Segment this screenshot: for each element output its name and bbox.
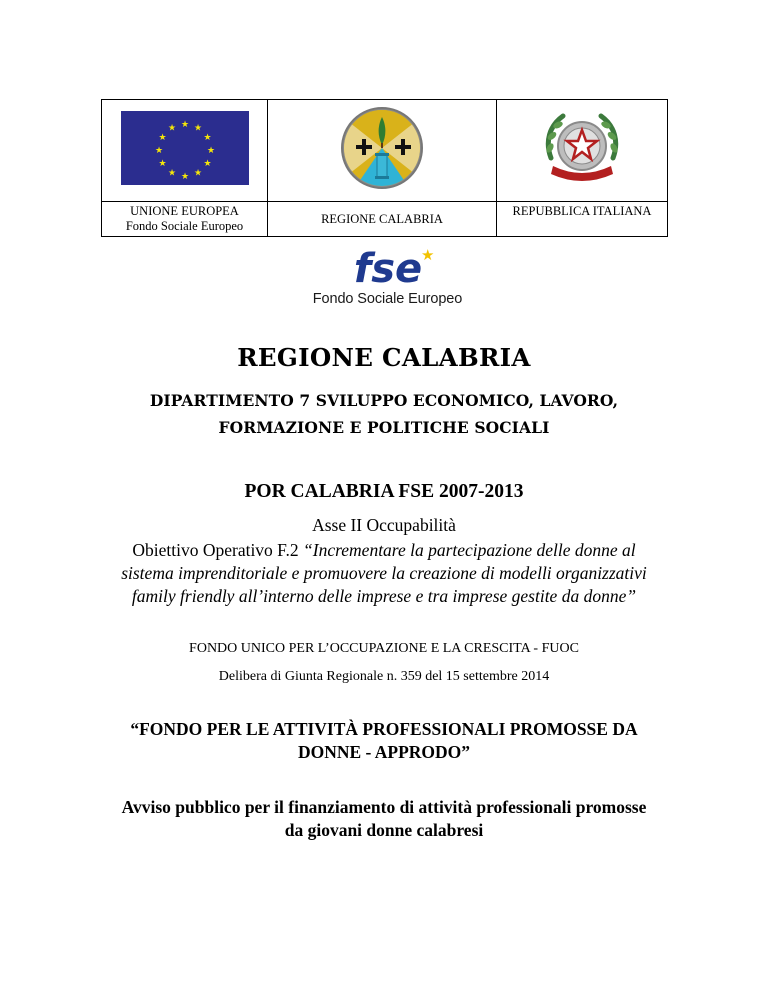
eu-label-cell — [102, 202, 268, 237]
fund-title-line1: “FONDO PER LE ATTIVITÀ PROFESSIONALI PROMOSSE DA — [130, 719, 638, 739]
calabria-label-cell — [268, 202, 497, 237]
notice-line1: Avviso pubblico per il finanziamento di attività professionali promosse — [121, 797, 647, 817]
fse-caption: Fondo Sociale Europeo — [312, 291, 463, 307]
logo-table — [101, 99, 668, 237]
eu-label-line2: Fondo Sociale Europeo — [125, 219, 244, 233]
fund-line: FONDO UNICO PER L’OCCUPAZIONE E LA CRESCITA - FUOC — [189, 641, 579, 656]
fse-mark: fse — [353, 246, 423, 290]
fund-title-line2: DONNE - APPRODO” — [297, 742, 471, 762]
resolution-line: Delibera di Giunta Regionale n. 359 del 15 settembre 2014 — [218, 669, 550, 684]
italian-republic-emblem-icon — [539, 108, 625, 193]
svg-text:★: ★ — [167, 123, 176, 134]
objective-line1-italic: “Incrementare la partecipazione delle donne al — [303, 540, 636, 560]
svg-text:★: ★ — [202, 133, 212, 143]
objective-prefix: Obiettivo Operativo F.2 — [132, 540, 304, 560]
label-row — [102, 202, 668, 237]
svg-text:★: ★ — [180, 120, 189, 130]
axis-line: Asse II Occupabilità — [312, 515, 456, 535]
italia-label: REPUBBLICA ITALIANA — [512, 204, 652, 218]
objective-line3: family friendly all’interno delle imprese e tra imprese gestite da donne” — [131, 586, 637, 606]
calabria-logo-cell — [268, 100, 497, 202]
department-line1: DIPARTIMENTO 7 SVILUPPO ECONOMICO, LAVORO, — [149, 391, 619, 410]
objective-line1 — [0, 540, 768, 561]
svg-text:★: ★ — [193, 168, 202, 179]
logo-row — [102, 100, 668, 202]
italia-label-cell — [497, 202, 668, 237]
svg-text:★: ★ — [202, 159, 212, 169]
notice-line2: da giovani donne calabresi — [284, 820, 484, 840]
svg-text:★: ★ — [180, 172, 189, 182]
italia-logo-cell — [497, 100, 668, 202]
svg-text:★: ★ — [157, 133, 167, 143]
program-title: POR CALABRIA FSE 2007-2013 — [244, 481, 524, 502]
svg-text:★: ★ — [206, 146, 215, 156]
department-line2: FORMAZIONE E POLITICHE SOCIALI — [218, 418, 550, 437]
eu-flag-icon — [121, 111, 249, 190]
fse-wordmark-icon — [300, 244, 475, 290]
eu-label-line1: UNIONE EUROPEA — [130, 204, 239, 218]
calabria-emblem-icon — [340, 105, 424, 196]
objective-line2: sistema imprenditoriale e promuovere la creazione di modelli organizzativi — [121, 563, 647, 583]
calabria-label: REGIONE CALABRIA — [321, 211, 443, 226]
svg-text:★: ★ — [154, 146, 163, 156]
svg-text:★: ★ — [421, 246, 435, 264]
svg-text:★: ★ — [167, 168, 176, 179]
svg-text:★: ★ — [193, 123, 202, 134]
region-title: REGIONE CALABRIA — [237, 343, 531, 372]
fse-logo — [300, 244, 475, 310]
svg-text:★: ★ — [157, 159, 167, 169]
eu-logo-cell — [102, 100, 268, 202]
